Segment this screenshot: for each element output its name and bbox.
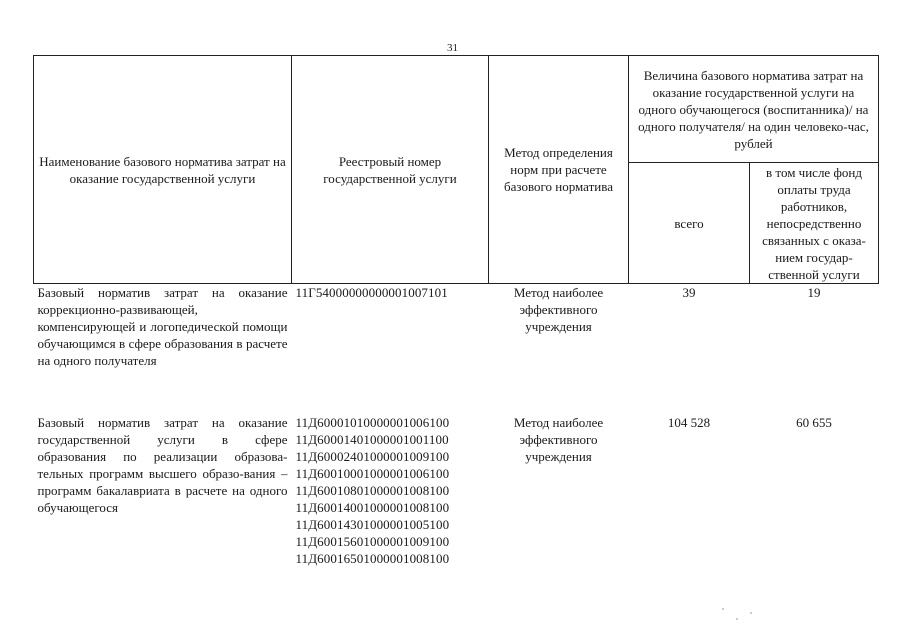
- row-registry: [292, 414, 489, 574]
- row-fund: 19: [807, 285, 821, 300]
- registry-number: 11Д60001401000001001100: [295, 431, 449, 447]
- row-method: Метод наиболее эффективного учреждения: [513, 285, 604, 334]
- scan-artifact: [736, 618, 738, 620]
- row-total: 39: [682, 285, 696, 300]
- header-total: всего: [629, 163, 750, 284]
- row-method: Метод наиболее эффективного учреждения: [513, 414, 604, 464]
- page-number: 31: [447, 42, 458, 54]
- registry-number: 11Д60001010000001006100: [295, 414, 450, 430]
- registry-number: 11Д60014301000001005100: [295, 516, 450, 532]
- row-name: Базовый норматив затрат на оказание государственной услуги в сфере образования по реализации образова-тельных программ высшего образо-вания – программ бакалавриата в расчете на одного обучающегося: [37, 414, 288, 515]
- registry-number: 11Д60010001000001006100: [295, 465, 450, 481]
- header-method: Метод определения норм при расчете базового норматива: [489, 56, 629, 284]
- registry-number: 11Д60010801000001008100: [295, 482, 450, 498]
- registry-number: 11Д60002401000001009100: [295, 448, 450, 464]
- header-value: Величина базового норматива затрат на оказание государственной услуги на одного обучающегося (воспитанника)/ на одного получателя/ на один человеко-час, рублей: [629, 56, 879, 163]
- table-row: [34, 414, 879, 574]
- registry-number: 11Д60015601000001009100: [295, 533, 450, 549]
- header-name: Наименование базового норматива затрат на оказание государственной услуги: [34, 56, 292, 284]
- registry-number: 11Г54000000000001007101: [295, 285, 448, 300]
- header-fund: в том числе фонд оплаты труда работников, непосредственно связанных с оказа-нием государ-ственной услуги: [750, 163, 879, 284]
- header-registry: Реестровый номер государственной услуги: [292, 56, 489, 284]
- row-fund: 60 655: [796, 414, 832, 430]
- scan-artifact: [722, 608, 724, 610]
- table-row: [34, 284, 879, 414]
- scan-artifact: [750, 612, 752, 614]
- norms-table: [33, 55, 879, 574]
- row-name: Базовый норматив затрат на оказание коррекционно-развивающей, компенсирующей и логопедической помощи обучающимся в сфере образования в расчете на одного получателя: [37, 285, 288, 368]
- registry-number: 11Д60014001000001008100: [295, 499, 450, 515]
- row-total: 104 528: [667, 414, 711, 430]
- row-registry: [292, 284, 489, 414]
- registry-number: 11Д60016501000001008100: [295, 550, 450, 566]
